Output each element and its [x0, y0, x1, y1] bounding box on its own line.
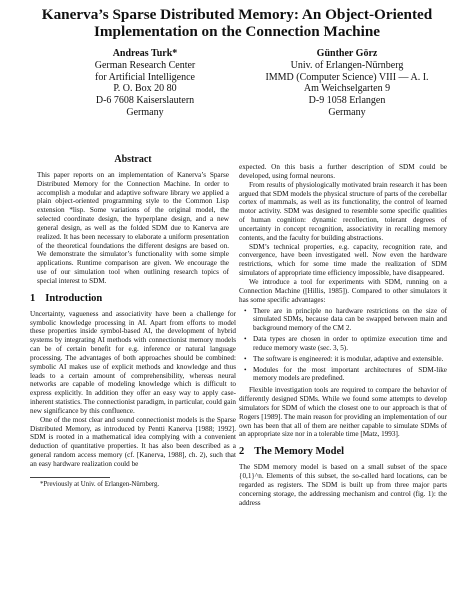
author-block-2 [262, 48, 432, 119]
address-line: P. O. Box 20 80 [113, 83, 177, 95]
memory-model-paragraph: The SDM memory model is based on a small subset of the space {0,1}^n. Elements of this subset, the so-called hard locations, can be regarded as registers. The SDM is built up from three major parts concerning storage, the addressing mechanism and control (fig. 1): the address [239, 463, 447, 507]
country-line: Germany [328, 106, 366, 118]
footnote-rule [30, 477, 110, 478]
section-title: The Memory Model [254, 446, 345, 458]
list-item: • Modules for the most important architectures of SDM-like memory models are predefined. [253, 366, 447, 384]
paper-title [0, 6, 474, 40]
paragraph: Flexible investigation tools are required to compare the behavior of differently designed SDMs. While we found some attempts to develop simulators for SDM of which the closest one to our approach is that of Rogers [1989]. The main reason for providing an implementation of our own has been that all of them are neither capable to simulate SDMs of an appropriate size nor in a tolerable time [Matz, 1993]. [239, 386, 447, 439]
list-item: • There are in principle no hardware restrictions on the size of simulated SDMs, because data can be swapped between main and background memory of the CM 2. [253, 307, 447, 334]
affiliation-line: IMMD (Computer Science) VIII — A. I. [265, 71, 429, 83]
left-column [30, 152, 236, 490]
address-line: D-6 7608 Kaiserslautern [95, 95, 195, 107]
abstract-heading: Abstract [114, 154, 152, 165]
paragraph: From results of physiologically motivated brain research it has been argued that SDM models the physical structure of parts of the cerebellar cortex of mammals, as well as its functionality, the control of learned motor activity. SDM was designed to resemble some specific qualities of human cognition: dynamic recollection, tolerant degrees of uncertainty in concept recognition, associativity in recalling memory contents, and the faculty for building abstractions. [239, 180, 447, 242]
author-name: Günther Görz [316, 48, 378, 59]
paragraph: We introduce a tool for experiments with SDM, running on a Connection Machine ([Hillis, 1985]). Compared to other simulators it has some specific advantages: [239, 277, 447, 304]
address-line: D-9 1058 Erlangen [308, 95, 386, 107]
right-column [239, 163, 447, 507]
author-block-1 [60, 48, 230, 119]
title-line-1: Kanerva’s Sparse Distributed Memory: An Object-Oriented [41, 6, 433, 23]
abstract-body [30, 171, 236, 286]
list-item: • Data types are chosen in order to optimize execution time and reduce memory waste (sec. 3, 5). [253, 335, 447, 353]
country-line: Germany [126, 106, 164, 118]
affiliation-line: German Research Center [94, 59, 196, 71]
section-heading-memory-model [239, 448, 447, 457]
affiliation-line: for Artificial Intelligence [95, 71, 195, 83]
affiliation-line: Univ. of Erlangen-Nürnberg [290, 59, 404, 71]
section-number: 1 [30, 292, 36, 304]
paragraph: SDM’s technical properties, e.g. capacity, recognition rate, and convergence, have been investigated well. Now even the hardware restrictions, which for some time made the realization of SDM simulators of appropriate time efficiency impossible, have disappeared. [239, 242, 447, 278]
paragraph-continued: expected. On this basis a further description of SDM could be developed, using formal neurons. [239, 163, 447, 180]
footnote: *Previously at Univ. of Erlangen-Nürnberg. [40, 480, 160, 488]
intro-paragraph-1: Uncertainty, vagueness and associativity have been a challenge for symbolic knowledge processing in AI. Apart from efforts to model these properties inside symbol-based AI, the development of hybrid systems by integrating AI methods with connectionist memory models can be of certain benefit for e.g. inference or natural language processing. The advantages of both approaches should be combined: symbolic AI makes use of explicit methods and knowledge and thus leads to a certain amount of comprehensibility, whereas neural networks are capable of modeling knowledge which is difficult to express explicitly. In addition they offer an easy way to apply case-inherent statistics. The connectionist paradigm, in particular, could gain new significance by this confluence. [30, 309, 236, 415]
section-number: 2 [239, 446, 245, 458]
section-title: Introduction [45, 292, 103, 304]
author-name: Andreas Turk* [112, 48, 178, 59]
advantages-list [239, 307, 447, 384]
address-line: Am Weichselgarten 9 [303, 83, 391, 95]
abstract-text: This paper reports on an implementation of Kanerva’s Sparse Distributed Memory for the Connection Machine. In order to accomplish a modular and adaptive software library we applied a plain object-oriented programming style to the Common Lisp extension *lisp. Some variations of the original model, the selected coordinate design, the hyperplane design, and a new general design, as well as the folded SDM due to Kanerva are realized. It has been necessary to elaborate a uniform presentation of the theoretical foundations the different designs are based on. We demonstrate the simulator’s functionality with some simple applications. Runtime comparison are given. We encourage the use of our simulation tool when outlining research topics of special interest to SDM. [37, 170, 229, 285]
list-item: • The software is engineered: it is modular, adaptive and extensible. [253, 355, 447, 364]
title-line-2: Implementation on the Connection Machine [93, 23, 381, 40]
section-heading-introduction [30, 292, 236, 304]
intro-paragraph-2: One of the most clear and sound connectionist models is the Sparse Distributed Memory, as introduced by Pentti Kanerva [1988; 1992]. SDM is rooted in a mathematical idea complying with a convenient deduction of quantitative properties. It has also been described as a general random access memory (cf. [Kanerva, 1988], ch. 2), such that an easy hardware realization could be [30, 415, 236, 468]
